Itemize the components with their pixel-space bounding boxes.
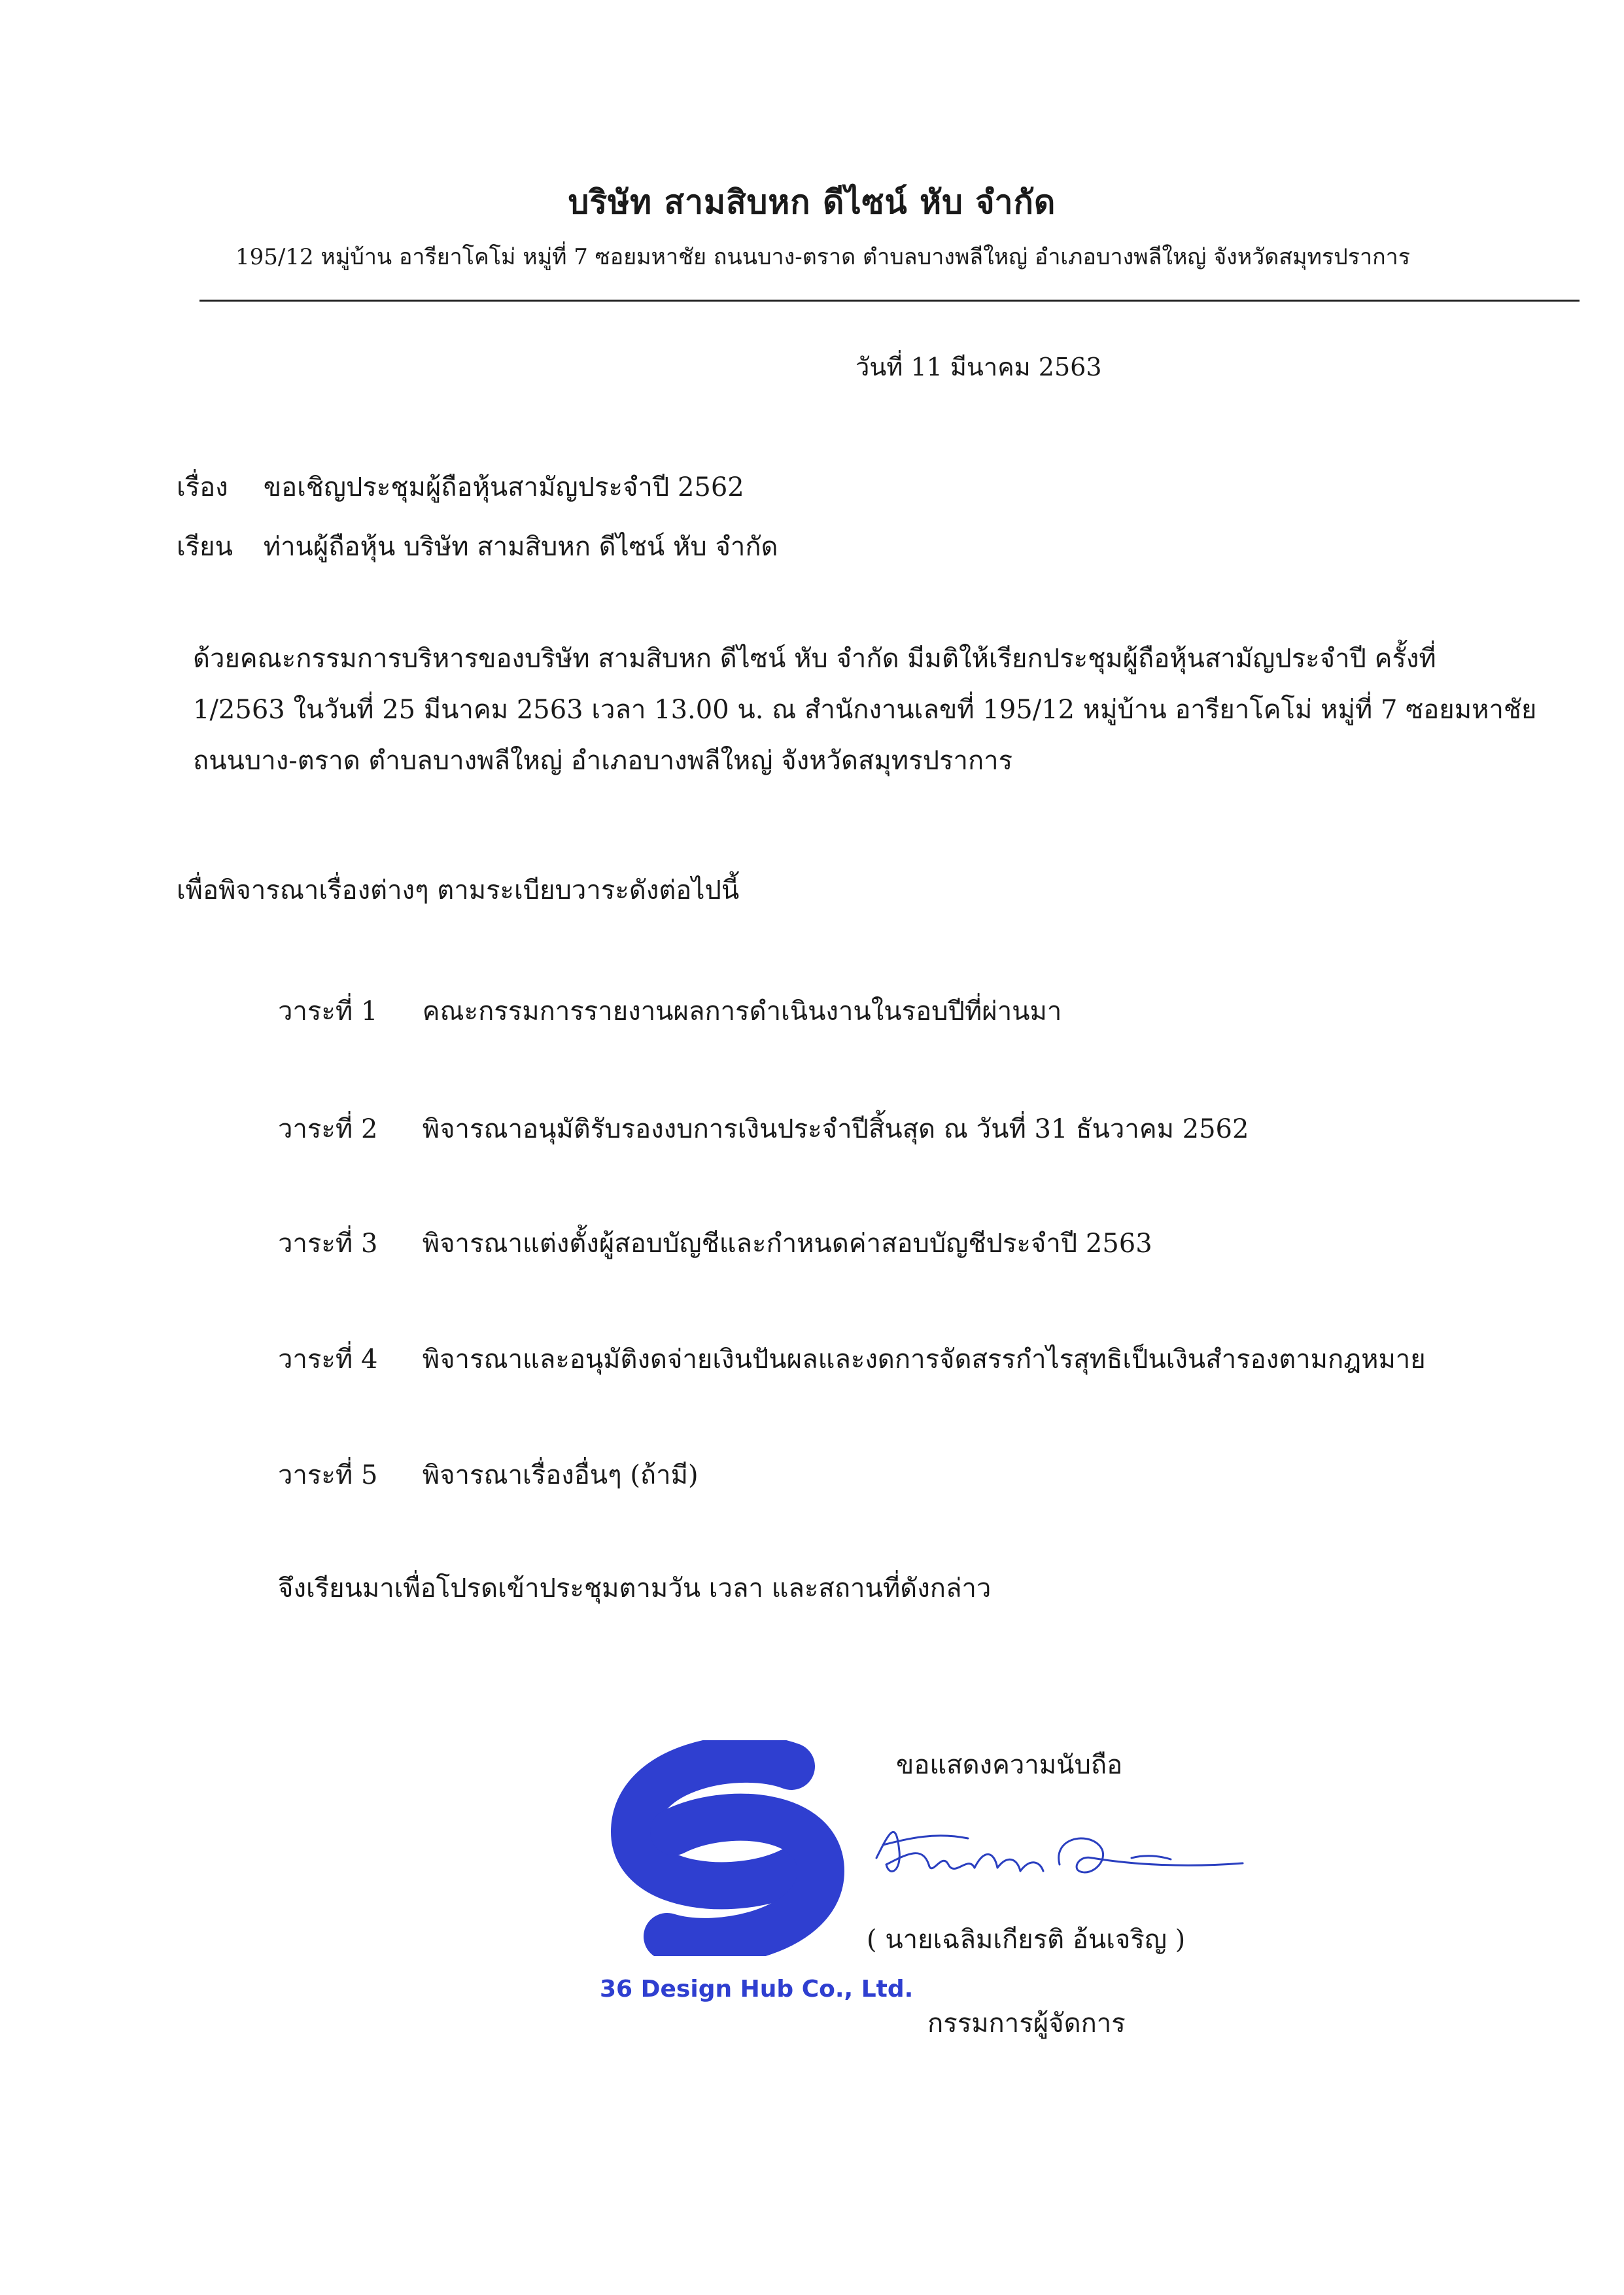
header-divider: [199, 300, 1580, 302]
body-paragraph: [193, 633, 1537, 786]
subject-line: [177, 466, 744, 508]
agenda-item-text: พิจารณาแต่งตั้งผู้สอบบัญชีและกำหนดค่าสอบบัญชีประจำปี 2563: [422, 1229, 1152, 1259]
agenda-item-text: พิจารณาอนุมัติรับรองงบการเงินประจำปีสิ้นสุด ณ วันที่ 31 ธันวาคม 2562: [422, 1114, 1249, 1144]
agenda-item-text: พิจารณาและอนุมัติงดจ่ายเงินปันผลและงดการจัดสรรกำไรสุทธิเป็นเงินสำรองตามกฎหมาย: [422, 1344, 1426, 1375]
recipient-line: [177, 525, 778, 567]
stamp-company-name: 36 Design Hub Co., Ltd.: [600, 1976, 914, 2003]
agenda-item: [278, 1454, 699, 1496]
agenda-item-label: วาระที่ 5: [278, 1460, 378, 1490]
body-line: 1/2563 ในวันที่ 25 มีนาคม 2563 เวลา 13.00 น. ณ สำนักงานเลขที่ 195/12 หมู่บ้าน อารียาโคโม่ หมู่ที่ 7 ซอยมหาชัย: [193, 695, 1537, 725]
regards-text: ขอแสดงความนับถือ: [896, 1750, 1123, 1780]
agenda-item-label: วาระที่ 2: [278, 1114, 378, 1144]
agenda-intro: เพื่อพิจารณาเรื่องต่างๆ ตามระเบียบวาระดังต่อไปนี้: [177, 875, 740, 905]
agenda-item: [278, 1222, 1152, 1264]
agenda-item-label: วาระที่ 4: [278, 1344, 378, 1375]
body-line: ถนนบาง-ตราด ตำบลบางพลีใหญ่ อำเภอบางพลีใหญ่ จังหวัดสมุทรปราการ: [193, 746, 1013, 776]
recipient-label: เรียน: [177, 532, 233, 562]
signer-name: ( นายเฉลิมเกียรติ อ้นเจริญ ): [867, 1925, 1186, 1955]
agenda-item: [278, 1338, 1426, 1380]
subject-label: เรื่อง: [177, 472, 228, 502]
body-line: ด้วยคณะกรรมการบริหารของบริษัท สามสิบหก ดีไซน์ หับ จำกัด มีมติให้เรียกประชุมผู้ถือหุ้นสามัญประจำปี ครั้งที่: [193, 644, 1436, 674]
closing-sentence: จึงเรียนมาเพื่อโปรดเข้าประชุมตามวัน เวลา และสถานที่ดังกล่าว: [278, 1573, 992, 1603]
signature-icon: [870, 1793, 1249, 1923]
agenda-item-label: วาระที่ 1: [278, 996, 378, 1026]
signer-title: กรรมการผู้จัดการ: [927, 2008, 1126, 2039]
subject-text: ขอเชิญประชุมผู้ถือหุ้นสามัญประจำปี 2562: [263, 472, 744, 502]
recipient-text: ท่านผู้ถือหุ้น บริษัท สามสิบหก ดีไซน์ หับ จำกัด: [263, 532, 778, 562]
company-logo-icon: [595, 1740, 857, 1956]
agenda-item-text: คณะกรรมการรายงานผลการดำเนินงานในรอบปีที่ผ่านมา: [422, 996, 1062, 1026]
company-address: 195/12 หมู่บ้าน อารียาโคโม่ หมู่ที่ 7 ซอยมหาชัย ถนนบาง-ตราด ตำบลบางพลีใหญ่ อำเภอบางพลีใหญ่ จังหวัดสมุทรปราการ: [235, 244, 1411, 270]
agenda-item-label: วาระที่ 3: [278, 1229, 378, 1259]
letter-date: วันที่ 11 มีนาคม 2563: [855, 353, 1102, 381]
agenda-item: [278, 990, 1062, 1032]
agenda-item: [278, 1108, 1249, 1149]
company-name-heading: บริษัท สามสิบหก ดีไซน์ หับ จำกัด: [568, 183, 1056, 221]
agenda-item-text: พิจารณาเรื่องอื่นๆ (ถ้ามี): [422, 1460, 699, 1490]
